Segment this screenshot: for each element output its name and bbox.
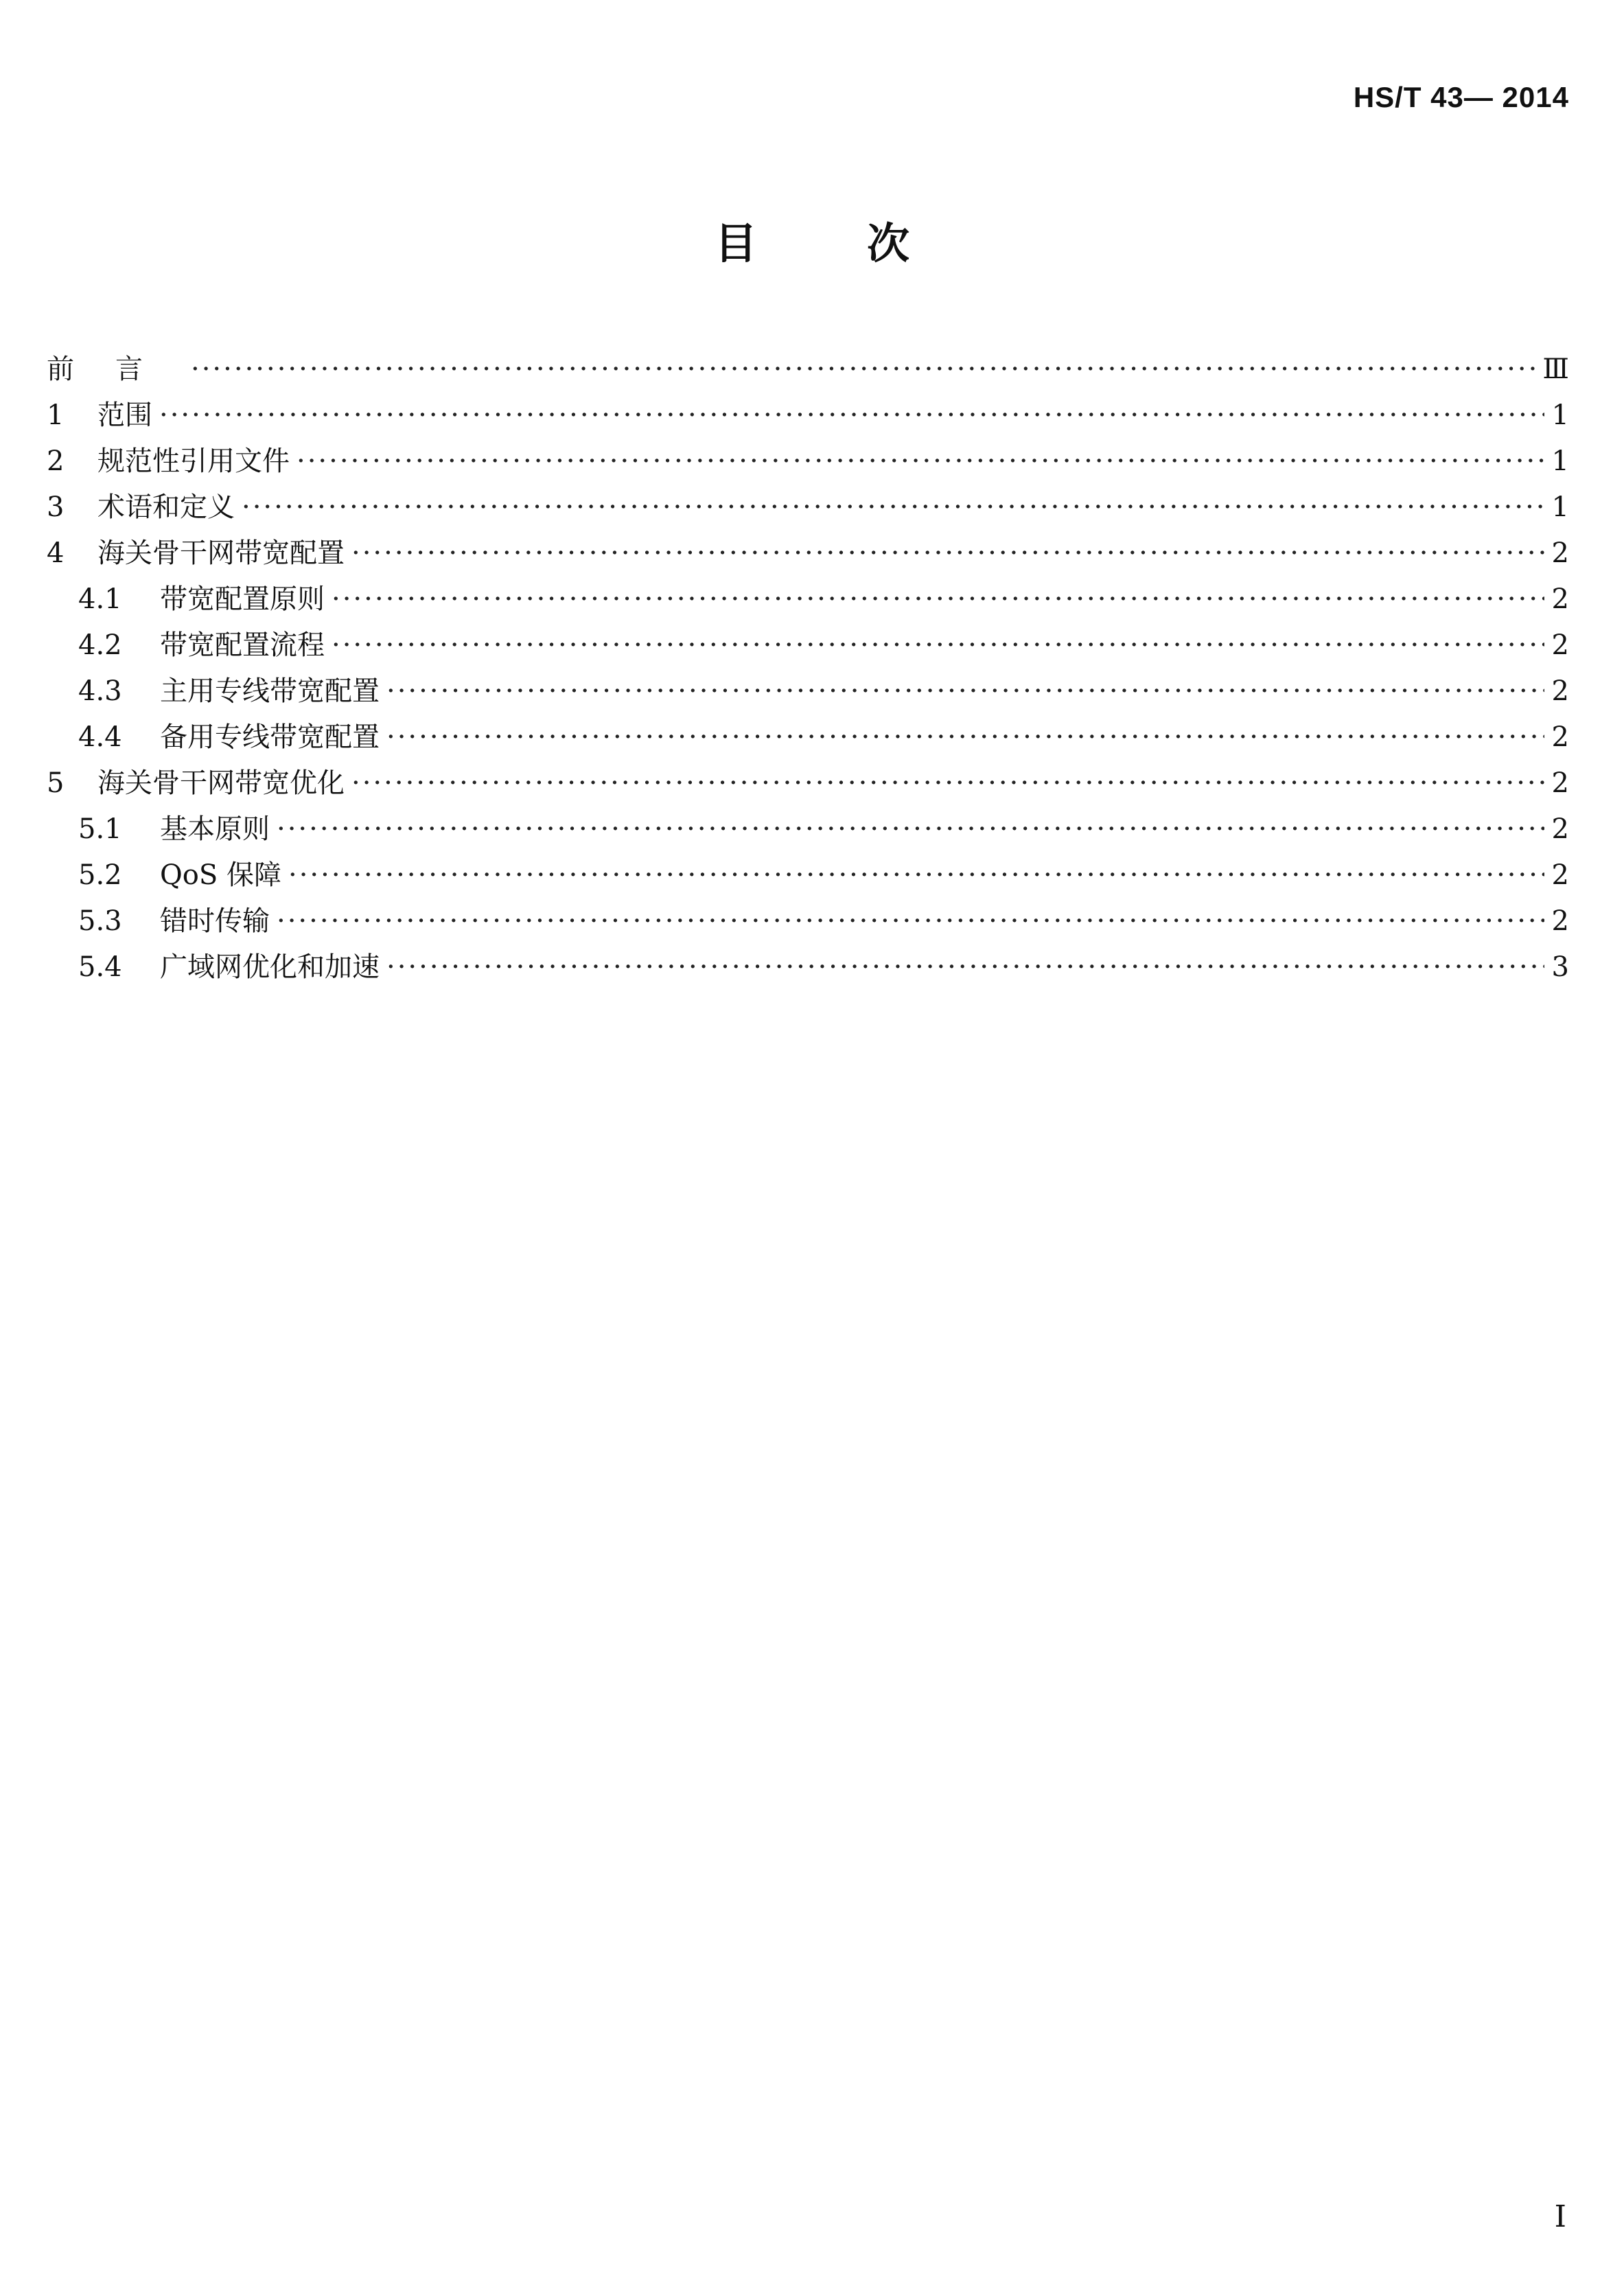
- toc-leader-dots: [386, 944, 1544, 990]
- toc-entry-number: 4.4: [78, 721, 122, 753]
- toc-entry-number: 2: [47, 445, 65, 477]
- toc-entry-number: 4.2: [78, 629, 122, 661]
- toc-entry-title: 海关骨干网带宽配置: [97, 537, 345, 569]
- toc-leader-dots: [277, 898, 1544, 944]
- toc-leader-dots: [242, 485, 1544, 531]
- page-title-char-2: 次: [867, 218, 910, 268]
- toc-entry-5-3[interactable]: [47, 898, 1569, 944]
- toc-entry-4-2[interactable]: [47, 623, 1569, 669]
- toc-entry-number: 4.3: [78, 675, 122, 707]
- page-title: [0, 209, 1624, 270]
- toc-entry-number: 5.4: [78, 951, 122, 983]
- toc-entry-5[interactable]: [47, 761, 1569, 807]
- toc-entry-title: 带宽配置原则: [160, 583, 325, 615]
- toc-entry-title: 规范性引用文件: [97, 445, 290, 477]
- toc-leader-dots: [332, 577, 1544, 623]
- toc-leader-dots: [386, 715, 1544, 761]
- toc-entry-foreword[interactable]: [47, 347, 1569, 393]
- toc-entry-1[interactable]: [47, 393, 1569, 439]
- toc-entry-number: 4: [47, 537, 65, 569]
- toc-entry-title: 海关骨干网带宽优化: [97, 767, 345, 799]
- toc-entry-title: 范围: [97, 399, 152, 431]
- page-title-char-1: 目: [714, 218, 757, 268]
- toc-entry-title: 基本原则: [160, 813, 270, 845]
- toc-entry-title: QoS 保障: [160, 859, 281, 891]
- toc-entry-page: 2: [1551, 537, 1569, 569]
- toc-entry-title: 带宽配置流程: [160, 629, 325, 661]
- toc-entry-page: 1: [1551, 491, 1569, 523]
- toc-entry-number: 5: [47, 767, 65, 799]
- toc-entry-page: 2: [1551, 905, 1569, 937]
- standard-code: HS/T 43— 2014: [1353, 81, 1569, 113]
- toc-entry-number: 5.2: [78, 859, 122, 891]
- toc-entry-title: 备用专线带宽配置: [160, 721, 380, 753]
- toc-entry-title: 广域网优化和加速: [160, 951, 380, 983]
- toc-entry-page: 2: [1551, 767, 1569, 799]
- toc-entry-number: 5.3: [78, 905, 122, 937]
- toc-entry-page: 2: [1551, 813, 1569, 845]
- toc-leader-dots: [288, 853, 1544, 898]
- toc-entry-page: 2: [1551, 629, 1569, 661]
- toc-entry-title: 前言: [47, 353, 184, 385]
- page-number: I: [1554, 2199, 1566, 2234]
- toc-entry-5-1[interactable]: [47, 807, 1569, 853]
- toc-entry-number: 4.1: [78, 583, 122, 615]
- toc-leader-dots: [277, 807, 1544, 853]
- toc-entry-title: 错时传输: [160, 905, 270, 937]
- toc-leader-dots: [351, 761, 1544, 807]
- toc-entry-2[interactable]: [47, 439, 1569, 485]
- toc-leader-dots: [191, 347, 1535, 393]
- toc-leader-dots: [386, 669, 1544, 715]
- toc-entry-4[interactable]: [47, 531, 1569, 577]
- toc-entry-page: 1: [1551, 445, 1569, 477]
- toc-entry-page: Ⅲ: [1542, 353, 1569, 385]
- toc-entry-4-1[interactable]: [47, 577, 1569, 623]
- toc-entry-page: 2: [1551, 675, 1569, 707]
- toc-entry-title: 主用专线带宽配置: [160, 675, 380, 707]
- toc-leader-dots: [332, 623, 1544, 669]
- toc-entry-title: 术语和定义: [97, 491, 235, 523]
- toc-entry-page: 3: [1551, 951, 1569, 983]
- toc-entry-page: 1: [1551, 399, 1569, 431]
- toc-entry-number: 5.1: [78, 813, 122, 845]
- toc-leader-dots: [351, 531, 1544, 577]
- toc-entry-number: 1: [47, 399, 65, 431]
- toc-entry-4-4[interactable]: [47, 715, 1569, 761]
- toc-entry-5-4[interactable]: [47, 944, 1569, 990]
- toc-entry-5-2[interactable]: [47, 853, 1569, 898]
- toc-entry-page: 2: [1551, 859, 1569, 891]
- toc-entry-4-3[interactable]: [47, 669, 1569, 715]
- toc-entry-page: 2: [1551, 721, 1569, 753]
- toc-leader-dots: [297, 439, 1544, 485]
- toc-entry-page: 2: [1551, 583, 1569, 615]
- toc-leader-dots: [159, 393, 1544, 439]
- toc-entry-3[interactable]: [47, 485, 1569, 531]
- toc-entry-number: 3: [47, 491, 65, 523]
- table-of-contents: [47, 347, 1569, 990]
